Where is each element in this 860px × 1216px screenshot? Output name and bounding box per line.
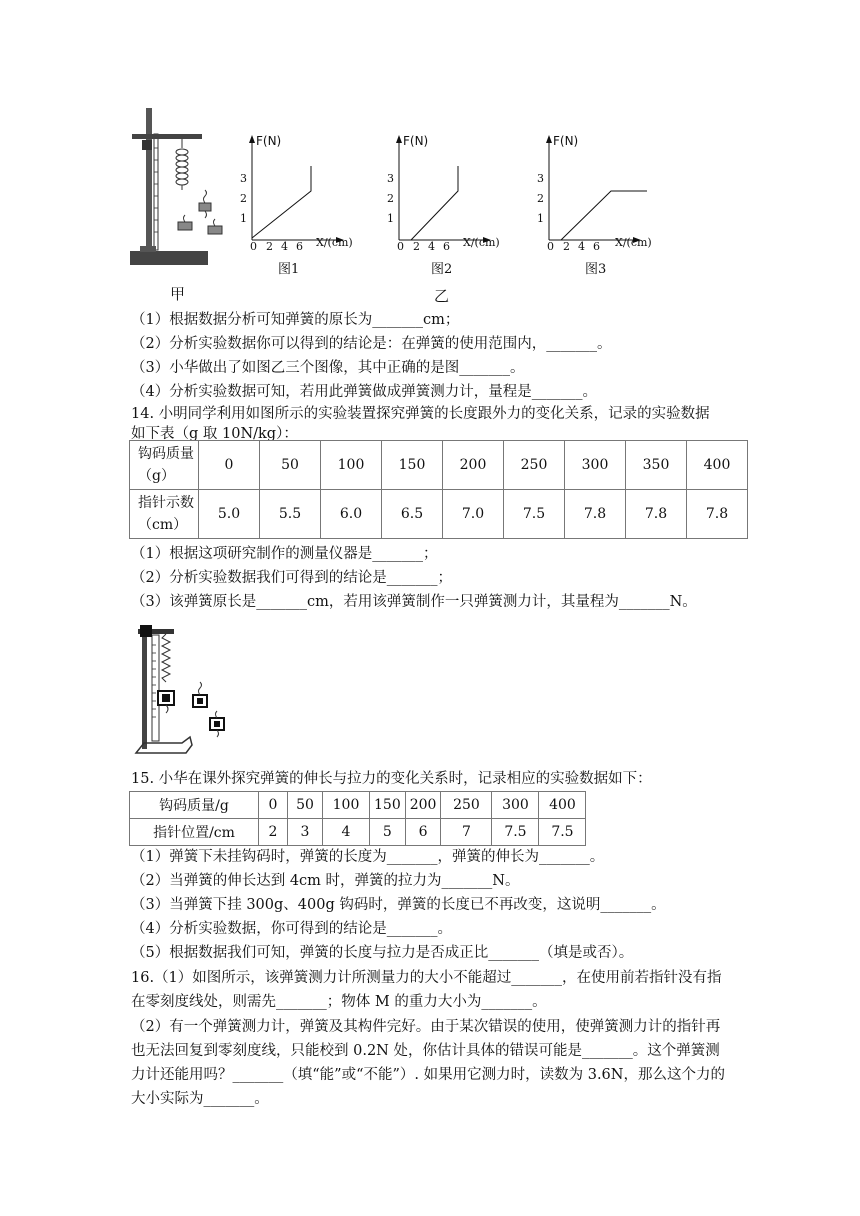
graph-3-ytick: 1 <box>537 212 544 225</box>
graph-3-caption: 图3 <box>585 262 607 277</box>
table-cell: 7.0 <box>443 490 504 539</box>
graph-3-xtick: 2 <box>563 240 570 253</box>
table-cell: 3 <box>288 819 323 846</box>
table-cell: 4 <box>323 819 370 846</box>
graph-3-xtick: 4 <box>578 240 585 253</box>
table-row-header: 钩码质量（g） <box>130 441 199 490</box>
graph-2-xtick: 0 <box>397 240 404 253</box>
graph-2-xtick: 4 <box>428 240 435 253</box>
graph-2-caption: 图2 <box>431 262 453 277</box>
q15-line-1: （1）弹簧下未挂钩码时，弹簧的长度为_______，弹簧的伸长为_______。 <box>131 849 605 865</box>
q16-paragraph-1: 16.（1）如图所示，该弹簧测力计所测量力的大小不能超过_______，在使用前若指针没有指在零刻度线处，则需先_______；物体 M 的重力大小为_______。 <box>131 970 722 1010</box>
table-cell: 5.5 <box>260 490 321 539</box>
table-row-header: 指针位置/cm <box>130 819 259 846</box>
graph-1-xlabel: X/(cm) <box>316 236 353 249</box>
graph-3-xtick: 0 <box>547 240 554 253</box>
graph-3-xtick: 6 <box>593 240 600 253</box>
table-cell: 7 <box>441 819 492 846</box>
table-cell: 50 <box>260 441 321 490</box>
table-cell: 0 <box>259 792 288 819</box>
graph-1-xtick: 4 <box>281 240 288 253</box>
table-row-header: 指针示数（cm） <box>130 490 199 539</box>
graph-2-xtick: 2 <box>413 240 420 253</box>
table-row <box>130 490 748 539</box>
q13-line-4: （4）分析实验数据可知，若用此弹簧做成弹簧测力计，量程是_______。 <box>131 384 597 400</box>
graph-3-ylabel: F(N) <box>553 134 579 148</box>
table-cell: 300 <box>565 441 626 490</box>
table-cell: 200 <box>443 441 504 490</box>
table-cell: 5.0 <box>199 490 260 539</box>
q13-line-3: （3）小华做出了如图乙三个图像，其中正确的是图_______。 <box>131 360 525 376</box>
graph-3-xlabel: X/(cm) <box>615 236 652 249</box>
graph-2-xlabel: X/(cm) <box>463 236 500 249</box>
graph-3-ytick: 3 <box>537 172 544 185</box>
graph-2-ytick: 1 <box>387 212 394 225</box>
table-cell: 7.5 <box>539 819 586 846</box>
graph-2 <box>385 130 505 280</box>
graph-2-xtick: 6 <box>443 240 450 253</box>
q16-paragraph-2: （2）有一个弹簧测力计，弹簧及其构件完好。由于某次错误的使用，使弹簧测力计的指针再也无法回复到零刻度线，只能校到 0.2N 处，你估计具体的错误可能是_______。这个弹簧测力计还能用吗？_______（填“能”或“不能”）. 如果用它测力时，读数为 3.6N，那么这个力的大小实际为_______。 <box>131 1019 725 1107</box>
q14-line-2: （2）分析实验数据我们可得到的结论是_______； <box>131 570 452 586</box>
q14-data-table <box>129 440 748 539</box>
graph-1-ytick: 1 <box>240 212 247 225</box>
graph-1-caption: 图1 <box>278 262 300 277</box>
table-cell: 400 <box>687 441 748 490</box>
table-cell: 150 <box>382 441 443 490</box>
table-cell: 100 <box>321 441 382 490</box>
q15-data-table <box>129 791 586 846</box>
graph-1-xtick: 6 <box>296 240 303 253</box>
table-cell: 5 <box>370 819 406 846</box>
q15-intro: 15. 小华在课外探究弹簧的伸长与拉力的变化关系时，记录相应的实验数据如下： <box>131 771 652 787</box>
q13-line-2: （2）分析实验数据你可以得到的结论是：在弹簧的使用范围内，_______。 <box>131 336 612 352</box>
table-cell: 7.5 <box>492 819 539 846</box>
graph-1-ytick: 2 <box>240 192 247 205</box>
table-cell: 100 <box>323 792 370 819</box>
graph-1-ylabel: F(N) <box>256 134 282 148</box>
graph-3-ytick: 2 <box>537 192 544 205</box>
table-cell: 6.5 <box>382 490 443 539</box>
table-row-header: 钩码质量/g <box>130 792 259 819</box>
graph-1 <box>238 130 358 280</box>
graph-2-ylabel: F(N) <box>403 134 429 148</box>
table-row <box>130 819 586 846</box>
table-row <box>130 441 748 490</box>
table-row <box>130 792 586 819</box>
q14-intro-line-1: 14. 小明同学利用如图所示的实验装置探究弹簧的长度跟外力的变化关系，记录的实验数据 <box>131 406 710 422</box>
graph-2-ytick: 2 <box>387 192 394 205</box>
graph-1-xtick: 2 <box>266 240 273 253</box>
graph-1-xtick: 0 <box>250 240 257 253</box>
spring-scale-apparatus-figure <box>130 625 240 757</box>
table-cell: 7.8 <box>626 490 687 539</box>
figure-label-yi: 乙 <box>434 287 450 305</box>
table-cell: 6.0 <box>321 490 382 539</box>
graph-2-ytick: 3 <box>387 172 394 185</box>
table-cell: 150 <box>370 792 406 819</box>
table-cell: 300 <box>492 792 539 819</box>
table-cell: 2 <box>259 819 288 846</box>
table-cell: 50 <box>288 792 323 819</box>
graph-1-ytick: 3 <box>240 172 247 185</box>
q15-line-5: （5）根据数据我们可知，弹簧的长度与拉力是否成正比_______（填是或否）。 <box>131 945 634 961</box>
table-cell: 250 <box>504 441 565 490</box>
q14-line-3: （3）该弹簧原长是_______cm，若用该弹簧制作一只弹簧测力计，其量程为_______N。 <box>131 594 697 610</box>
q14-intro-line-2: 如下表（g 取 10N/kg）： <box>131 426 298 442</box>
table-cell: 200 <box>405 792 441 819</box>
table-cell: 7.8 <box>565 490 626 539</box>
figure-label-jia: 甲 <box>170 285 186 303</box>
table-cell: 0 <box>199 441 260 490</box>
table-cell: 6 <box>405 819 441 846</box>
graph-3 <box>535 130 685 280</box>
table-cell: 250 <box>441 792 492 819</box>
table-cell: 400 <box>539 792 586 819</box>
table-cell: 7.8 <box>687 490 748 539</box>
table-cell: 350 <box>626 441 687 490</box>
table-cell: 7.5 <box>504 490 565 539</box>
spring-apparatus-figure-jia <box>128 108 228 273</box>
q14-line-1: （1）根据这项研究制作的测量仪器是_______； <box>131 546 438 562</box>
q15-line-2: （2）当弹簧的伸长达到 4cm 时，弹簧的拉力为_______N。 <box>131 873 520 889</box>
q15-line-3: （3）当弹簧下挂 300g、400g 钩码时，弹簧的长度已不再改变，这说明_______。 <box>131 897 666 913</box>
q13-line-1: （1）根据数据分析可知弹簧的原长为_______cm； <box>131 312 460 328</box>
q15-line-4: （4）分析实验数据，你可得到的结论是_______。 <box>131 921 452 937</box>
